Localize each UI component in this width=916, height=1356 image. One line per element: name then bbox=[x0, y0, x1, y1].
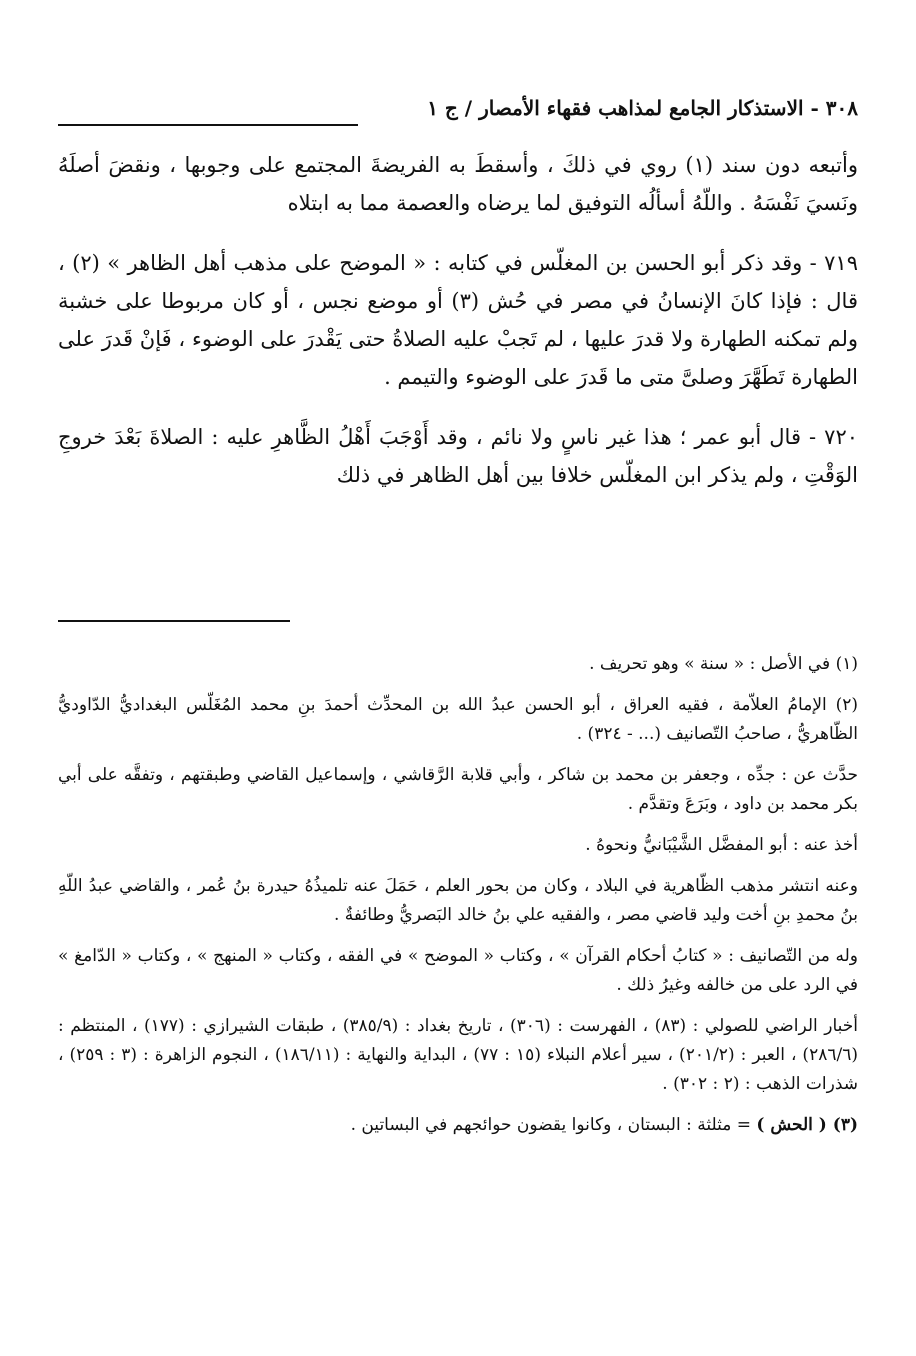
footnotes bbox=[58, 650, 858, 1152]
footnote-1: (١) في الأصل : « سنة » وهو تحريف . bbox=[589, 654, 858, 674]
header-rule bbox=[58, 124, 358, 126]
footnote-separator bbox=[58, 620, 290, 622]
paragraph-1: وأتبعه دون سند (١) روي في ذلكَ ، وأسقطَ به الفريضةَ المجتمع على وجوبها ، ونقضَ أصلَهُ ونَسيَ نَفْسَهُ . واللّهُ أسألُه التوفيق لما يرضاه والعصمة مما به ابتلاه bbox=[58, 153, 858, 215]
footnote-3-term: (٣) ( الحش ) bbox=[756, 1115, 858, 1135]
header-title: ٣٠٨ - الاستذكار الجامع لمذاهب فقهاء الأمصار / ج ١ bbox=[427, 96, 858, 120]
footnote-2-works: وله من التّصانيف : « كتابُ أحكام القرآن » ، وكتاب « الموضح » في الفقه ، وكتاب « المنهج » ، وكتاب « الدّامغ » في الرد على من خالفه وغيرُ ذلك . bbox=[58, 946, 858, 995]
main-text bbox=[58, 146, 858, 494]
footnote-2-madhhab: وعنه انتشر مذهب الظّاهرية في البلاد ، وكان من بحور العلم ، حَمَلَ عنه تلميذُهُ حيدرة بنُ عُمر ، والقاضي عبدُ اللّهِ بنُ محمدِ بنِ أخت وليد قاضي مصر ، والفقيه علي بنُ خالد البَصريُّ وطائفةٌ . bbox=[58, 876, 858, 925]
paragraph-719: ٧١٩ - وقد ذكر أبو الحسن بن المغلّس في كتابه : « الموضح على مذهب أهل الظاهر » (٢) ، قال : فإذا كانَ الإنسانُ في مصر في حُش (٣) أو موضع نجس ، أو كان مربوطا على خشبة ولم تمكنه الطهارة ولا قدرَ عليها ، لم تَجبْ عليه الصلاةُ حتى يَقْدرَ على الوضوء ، فَإنْ قَدرَ على الطهارة تَطَهَّرَ وصلىَّ متى ما قَدرَ على الوضوء والتيمم . bbox=[58, 251, 858, 389]
footnote-2-intro: (٢) الإمامُ العلاّمة ، فقيه العراق ، أبو الحسن عبدُ الله بن المحدِّث أحمدَ بنِ محمد المُغَلّس البغداديُّ الدّاوديُّ الظّاهريُّ ، صاحبُ التّصانيف (... - ٣٢٤) . bbox=[58, 695, 858, 744]
footnote-2-teachers: حدَّث عن : جدِّه ، وجعفر بن محمد بن شاكر ، وأبي قلابة الرَّقاشي ، وإسماعيل القاضي وطبقتهم ، وتفقَّه على أبي بكر محمد بن داود ، وبَرَعَ وتقدَّم . bbox=[58, 765, 859, 814]
footnote-3-text: = مثلثة : البستان ، وكانوا يقضون حوائجهم في البساتين . bbox=[350, 1115, 751, 1135]
footnote-3 bbox=[58, 1111, 858, 1140]
footnote-2-sources: أخبار الراضي للصولي : (٨٣) ، الفهرست : (٣٠٦) ، تاريخ بغداد : (٣٨٥/٩) ، طبقات الشيرازي : (١٧٧) ، المنتظم : (٢٨٦/٦) ، العبر : (٢٠١/٢) ، سير أعلام النبلاء (١٥ : ٧٧) ، البداية والنهاية : (١٨٦/١١) ، النجوم الزاهرة : (٣ : ٢٥٩) ، شذرات الذهب : (٢ : ٣٠٢) . bbox=[58, 1016, 858, 1094]
running-header bbox=[58, 96, 858, 136]
paragraph-720: ٧٢٠ - قال أبو عمر ؛ هذا غير ناسٍ ولا نائم ، وقد أَوْجَبَ أَهْلُ الظَّاهرِ عليه : الصلاةَ بَعْدَ خروجِ الوَقْتِ ، ولم يذكر ابن المغلّس خلافا بين أهل الظاهر في ذلك bbox=[58, 425, 859, 487]
footnote-2-students: أخذ عنه : أبو المفضَّل الشَّيْبَانيُّ ونحوهُ . bbox=[585, 835, 858, 855]
